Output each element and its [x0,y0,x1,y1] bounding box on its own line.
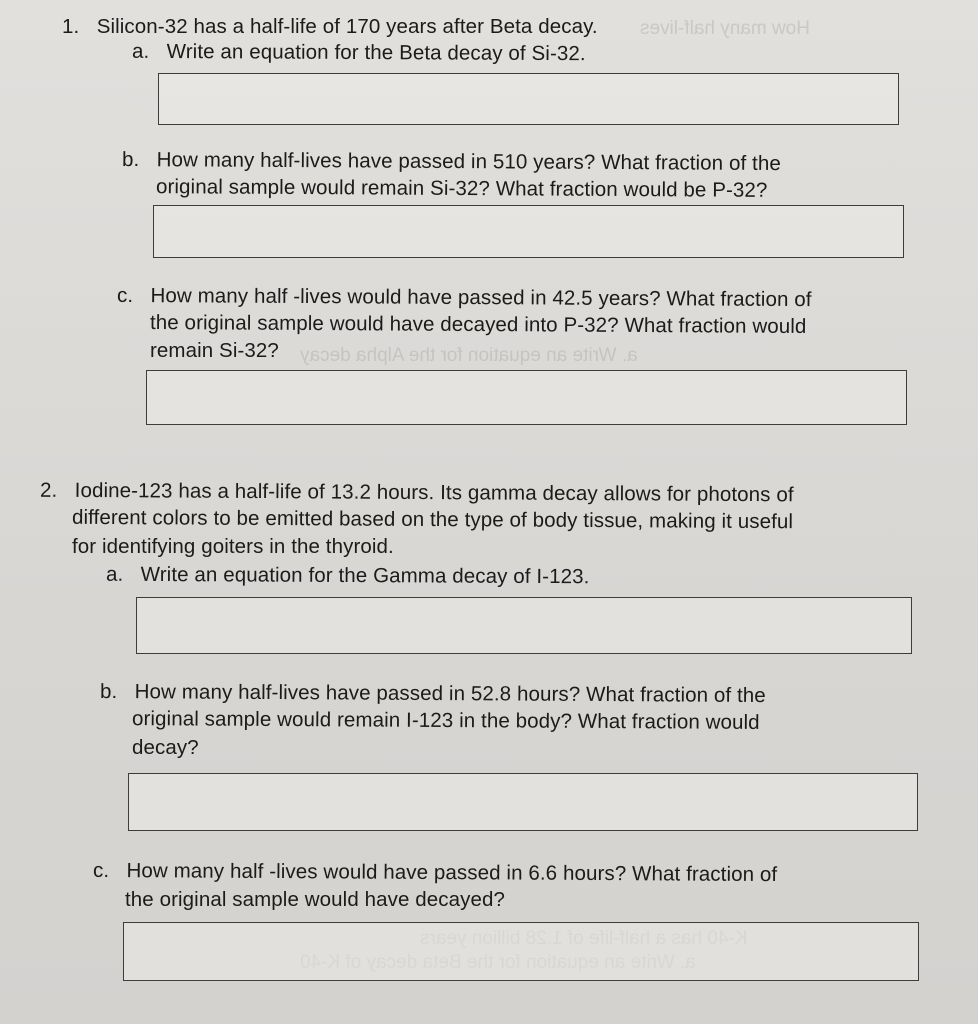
question-1b-line-1: How many half-lives have passed in 510 years? What fraction of the [156,148,781,176]
answer-box-1b[interactable] [153,205,904,258]
question-2-cont-2 [72,534,394,560]
question-2b-line-3: decay? [132,736,199,759]
question-1c-line-3: remain Si-32? [150,339,279,362]
question-2c-cont [125,887,505,913]
question-2c-line-1: How many half -lives would have passed in 6.6 hours? What fraction of [126,859,778,887]
question-1a [132,39,586,67]
question-1c-letter: c. [116,283,134,307]
question-1a-text: Write an equation for the Beta decay of Si-32. [166,39,586,66]
question-1a-letter: a. [131,39,150,63]
question-2-number: 2. [39,478,58,502]
question-1c-cont-2 [150,338,279,364]
question-2b-cont-2 [132,735,199,761]
answer-box-1a[interactable] [158,73,899,125]
show-through-text: How many half-lives [640,18,810,39]
question-2a-letter: a. [105,562,124,586]
question-2c-letter: c. [92,858,110,883]
question-1c [117,283,812,313]
question-1c-line-2: the original sample would have decayed into P-32? What fraction would [149,310,807,339]
question-2b-cont-1 [132,706,760,736]
answer-box-2c[interactable] [123,922,919,981]
question-1b [122,147,781,177]
question-1b-cont [156,174,768,204]
answer-box-2b[interactable] [128,773,918,831]
question-2-line-2: different colors to be emitted based on the type of body tissue, making it useful [71,505,794,534]
question-2c [93,858,777,888]
question-1-number: 1. [62,15,80,38]
question-1-text: Silicon-32 has a half-life of 170 years after Beta decay. [96,15,598,38]
question-1b-line-2: original sample would remain Si-32? What fraction would be P-32? [155,175,768,202]
question-2b-letter: b. [99,679,118,704]
question-2b-line-2: original sample would remain I-123 in the body? What fraction would [131,707,760,734]
question-1c-cont-1 [150,310,807,340]
question-1b-letter: b. [121,147,140,172]
question-2b [100,679,766,709]
question-2b-line-1: How many half-lives have passed in 52.8 hours? What fraction of the [134,680,766,708]
question-2a [106,562,590,591]
question-2a-text: Write an equation for the Gamma decay of I-123. [140,562,590,589]
question-1-prompt [62,14,598,40]
question-2-line-1: Iodine-123 has a half-life of 13.2 hours. Its gamma decay allows for photons of [74,478,794,507]
question-2c-line-2: the original sample would have decayed? [125,888,505,911]
answer-box-2a[interactable] [136,597,912,654]
question-2-cont-1 [72,505,793,535]
question-1c-line-1: How many half -lives would have passed in 42.5 years? What fraction of [150,284,812,312]
show-through-text: a. Write an equation for the Alpha decay [300,345,638,366]
answer-box-1c[interactable] [146,370,907,425]
question-2-prompt [40,478,794,509]
question-2-line-3: for identifying goiters in the thyroid. [72,535,394,558]
